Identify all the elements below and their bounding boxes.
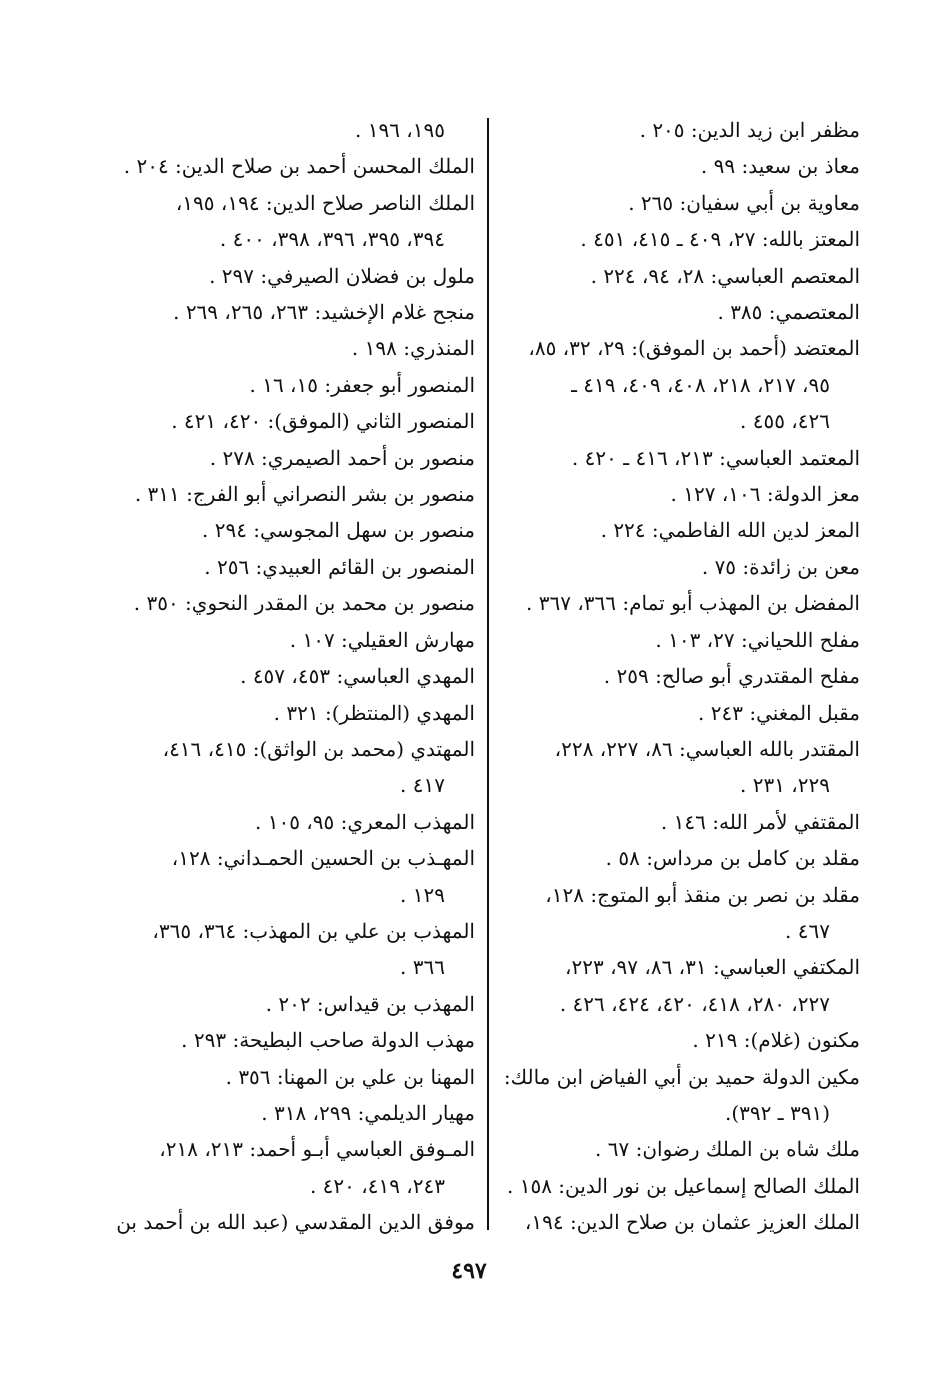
index-entry: مفلح اللحياني: ٢٧، ١٠٣ . <box>655 627 860 652</box>
index-entry: الملك الناصر صلاح الدين: ١٩٤، ١٩٥، <box>175 190 475 215</box>
index-entry: المنذري: ١٩٨ . <box>351 336 475 361</box>
index-entry-continuation: (٣٩١ ـ ٣٩٢). <box>724 1100 830 1125</box>
index-entry: المعتضد (أحمد بن الموفق): ٢٩، ٣٢، ٨٥، <box>528 336 860 361</box>
index-entry: مهذب الدولة صاحب البطيحة: ٢٩٣ . <box>181 1028 475 1053</box>
index-entry: المقتدر بالله العباسي: ٨٦، ٢٢٧، ٢٢٨، <box>554 736 860 761</box>
index-entry: منصور بن محمد بن المقدر النحوي: ٣٥٠ . <box>133 591 475 616</box>
index-entry: مكنون (غلام): ٢١٩ . <box>692 1028 860 1053</box>
index-entry: المهذب بن قيداس: ٢٠٢ . <box>265 991 475 1016</box>
index-entry: منصور بن أحمد الصيمري: ٢٧٨ . <box>209 445 475 470</box>
index-entry-continuation: ٤٦٧ . <box>785 918 830 943</box>
index-entry: مقلد بن نصر بن منقذ أبو المتوج: ١٢٨، <box>545 882 860 907</box>
index-entry-continuation: ٢٢٩، ٢٣١ . <box>740 773 830 798</box>
index-entry: المهنا بن علي بن المهنا: ٣٥٦ . <box>225 1064 475 1089</box>
index-entry-continuation: ٤٢٦، ٤٥٥ . <box>740 409 830 434</box>
index-entry: المنصور أبو جعفر: ١٥، ١٦ . <box>249 372 475 397</box>
index-entry: المفضل بن المهذب أبو تمام: ٣٦٦، ٣٦٧ . <box>526 591 860 616</box>
index-entry: منصور بن بشر النصراني أبو الفرج: ٣١١ . <box>134 482 475 507</box>
index-entry: موفق الدين المقدسي (عبد الله بن أحمد بن <box>116 1210 475 1235</box>
index-column-left <box>110 112 475 1241</box>
index-entry-continuation: ٢٤٣، ٤١٩، ٤٢٠ . <box>309 1173 445 1198</box>
index-entry-continuation: ٣٦٦ . <box>400 955 445 980</box>
page-number: ٤٩٧ <box>451 1258 487 1284</box>
index-entry: مظفر ابن زيد الدين: ٢٠٥ . <box>639 118 860 142</box>
column-divider <box>487 118 489 1230</box>
index-entry: المهدي (المنتظر): ٣٢١ . <box>273 700 475 725</box>
index-entry: ملول بن فضلان الصيرفي: ٢٩٧ . <box>209 263 475 288</box>
index-entry: المهذب المعري: ٩٥، ١٠٥ . <box>254 809 475 834</box>
index-entry: المعتمد العباسي: ٢١٣، ٤١٦ ـ ٤٢٠ . <box>571 445 860 470</box>
index-entry: مقبل المغني: ٢٤٣ . <box>698 700 860 725</box>
index-entry: معن بن زائدة: ٧٥ . <box>701 554 860 579</box>
index-entry: المـوفق العباسي أبـو أحمد: ٢١٣، ٢١٨، <box>159 1137 475 1162</box>
index-entry: مفلح المقتدري أبو صالح: ٢٥٩ . <box>603 664 860 689</box>
index-entry: منجح غلام الإخشيد: ٢٦٣، ٢٦٥، ٢٦٩ . <box>173 300 475 325</box>
index-entry: المهدي العباسي: ٤٥٣، ٤٥٧ . <box>240 664 475 689</box>
index-entry: منصور بن سهل المجوسي: ٢٩٤ . <box>202 518 475 543</box>
index-column-right <box>500 112 860 1241</box>
index-entry: مهارش العقيلي: ١٠٧ . <box>289 627 475 652</box>
index-entry-continuation: ٢٢٧، ٢٨٠، ٤١٨، ٤٢٠، ٤٢٤، ٤٢٦ . <box>559 991 830 1016</box>
index-entry: الملك العزيز عثمان بن صلاح الدين: ١٩٤، <box>524 1210 860 1235</box>
index-entry-continuation: ١٩٥، ١٩٦ . <box>355 118 445 142</box>
index-entry: معاذ بن سعيد: ٩٩ . <box>700 154 860 179</box>
index-entry: المقتفي لأمر الله: ١٤٦ . <box>660 809 860 834</box>
index-entry: المعتز بالله: ٢٧، ٤٠٩ ـ ٤١٥، ٤٥١ . <box>580 227 860 252</box>
index-entry: الملك المحسن أحمد بن صلاح الدين: ٢٠٤ . <box>123 154 475 179</box>
index-entry-continuation: ٤١٧ . <box>400 773 445 798</box>
index-entry: المهـذب بن الحسين الحمـداني: ١٢٨، <box>171 846 475 871</box>
index-entry: مهيار الديلمي: ٢٩٩، ٣١٨ . <box>261 1100 475 1125</box>
index-entry: ملك شاه بن الملك رضوان: ٦٧ . <box>595 1137 860 1162</box>
index-entry: المعتصم العباسي: ٢٨، ٩٤، ٢٢٤ . <box>590 263 860 288</box>
index-entry: المهتدي (محمد بن الواثق): ٤١٥، ٤١٦، <box>162 736 475 761</box>
index-entry: المعز لدين الله الفاطمي: ٢٢٤ . <box>600 518 860 543</box>
index-entry: معز الدولة: ١٠٦، ١٢٧ . <box>670 482 860 507</box>
index-entry: المهذب بن علي بن المهذب: ٣٦٤، ٣٦٥، <box>152 918 475 943</box>
index-entry-continuation: ٩٥، ٢١٧، ٢١٨، ٤٠٨، ٤٠٩، ٤١٩ ـ <box>571 372 830 397</box>
index-entry: المعتصمي: ٣٨٥ . <box>717 300 860 325</box>
index-entry-continuation: ٣٩٤، ٣٩٥، ٣٩٦، ٣٩٨، ٤٠٠ . <box>219 227 445 252</box>
index-entry: المنصور بن القائم العبيدي: ٢٥٦ . <box>204 554 475 579</box>
index-entry: مكين الدولة حميد بن أبي الفياض ابن مالك: <box>503 1064 860 1089</box>
index-entry: المنصور الثاني (الموفق): ٤٢٠، ٤٢١ . <box>171 409 475 434</box>
index-entry-continuation: ١٢٩ . <box>400 882 445 907</box>
index-entry: معاوية بن أبي سفيان: ٢٦٥ . <box>628 190 860 215</box>
index-entry: المكتفي العباسي: ٣١، ٨٦، ٩٧، ٢٢٣، <box>565 955 860 980</box>
index-entry: مقلد بن كامل بن مرداس: ٥٨ . <box>605 846 860 871</box>
index-entry: الملك الصالح إسماعيل بن نور الدين: ١٥٨ . <box>507 1173 860 1198</box>
